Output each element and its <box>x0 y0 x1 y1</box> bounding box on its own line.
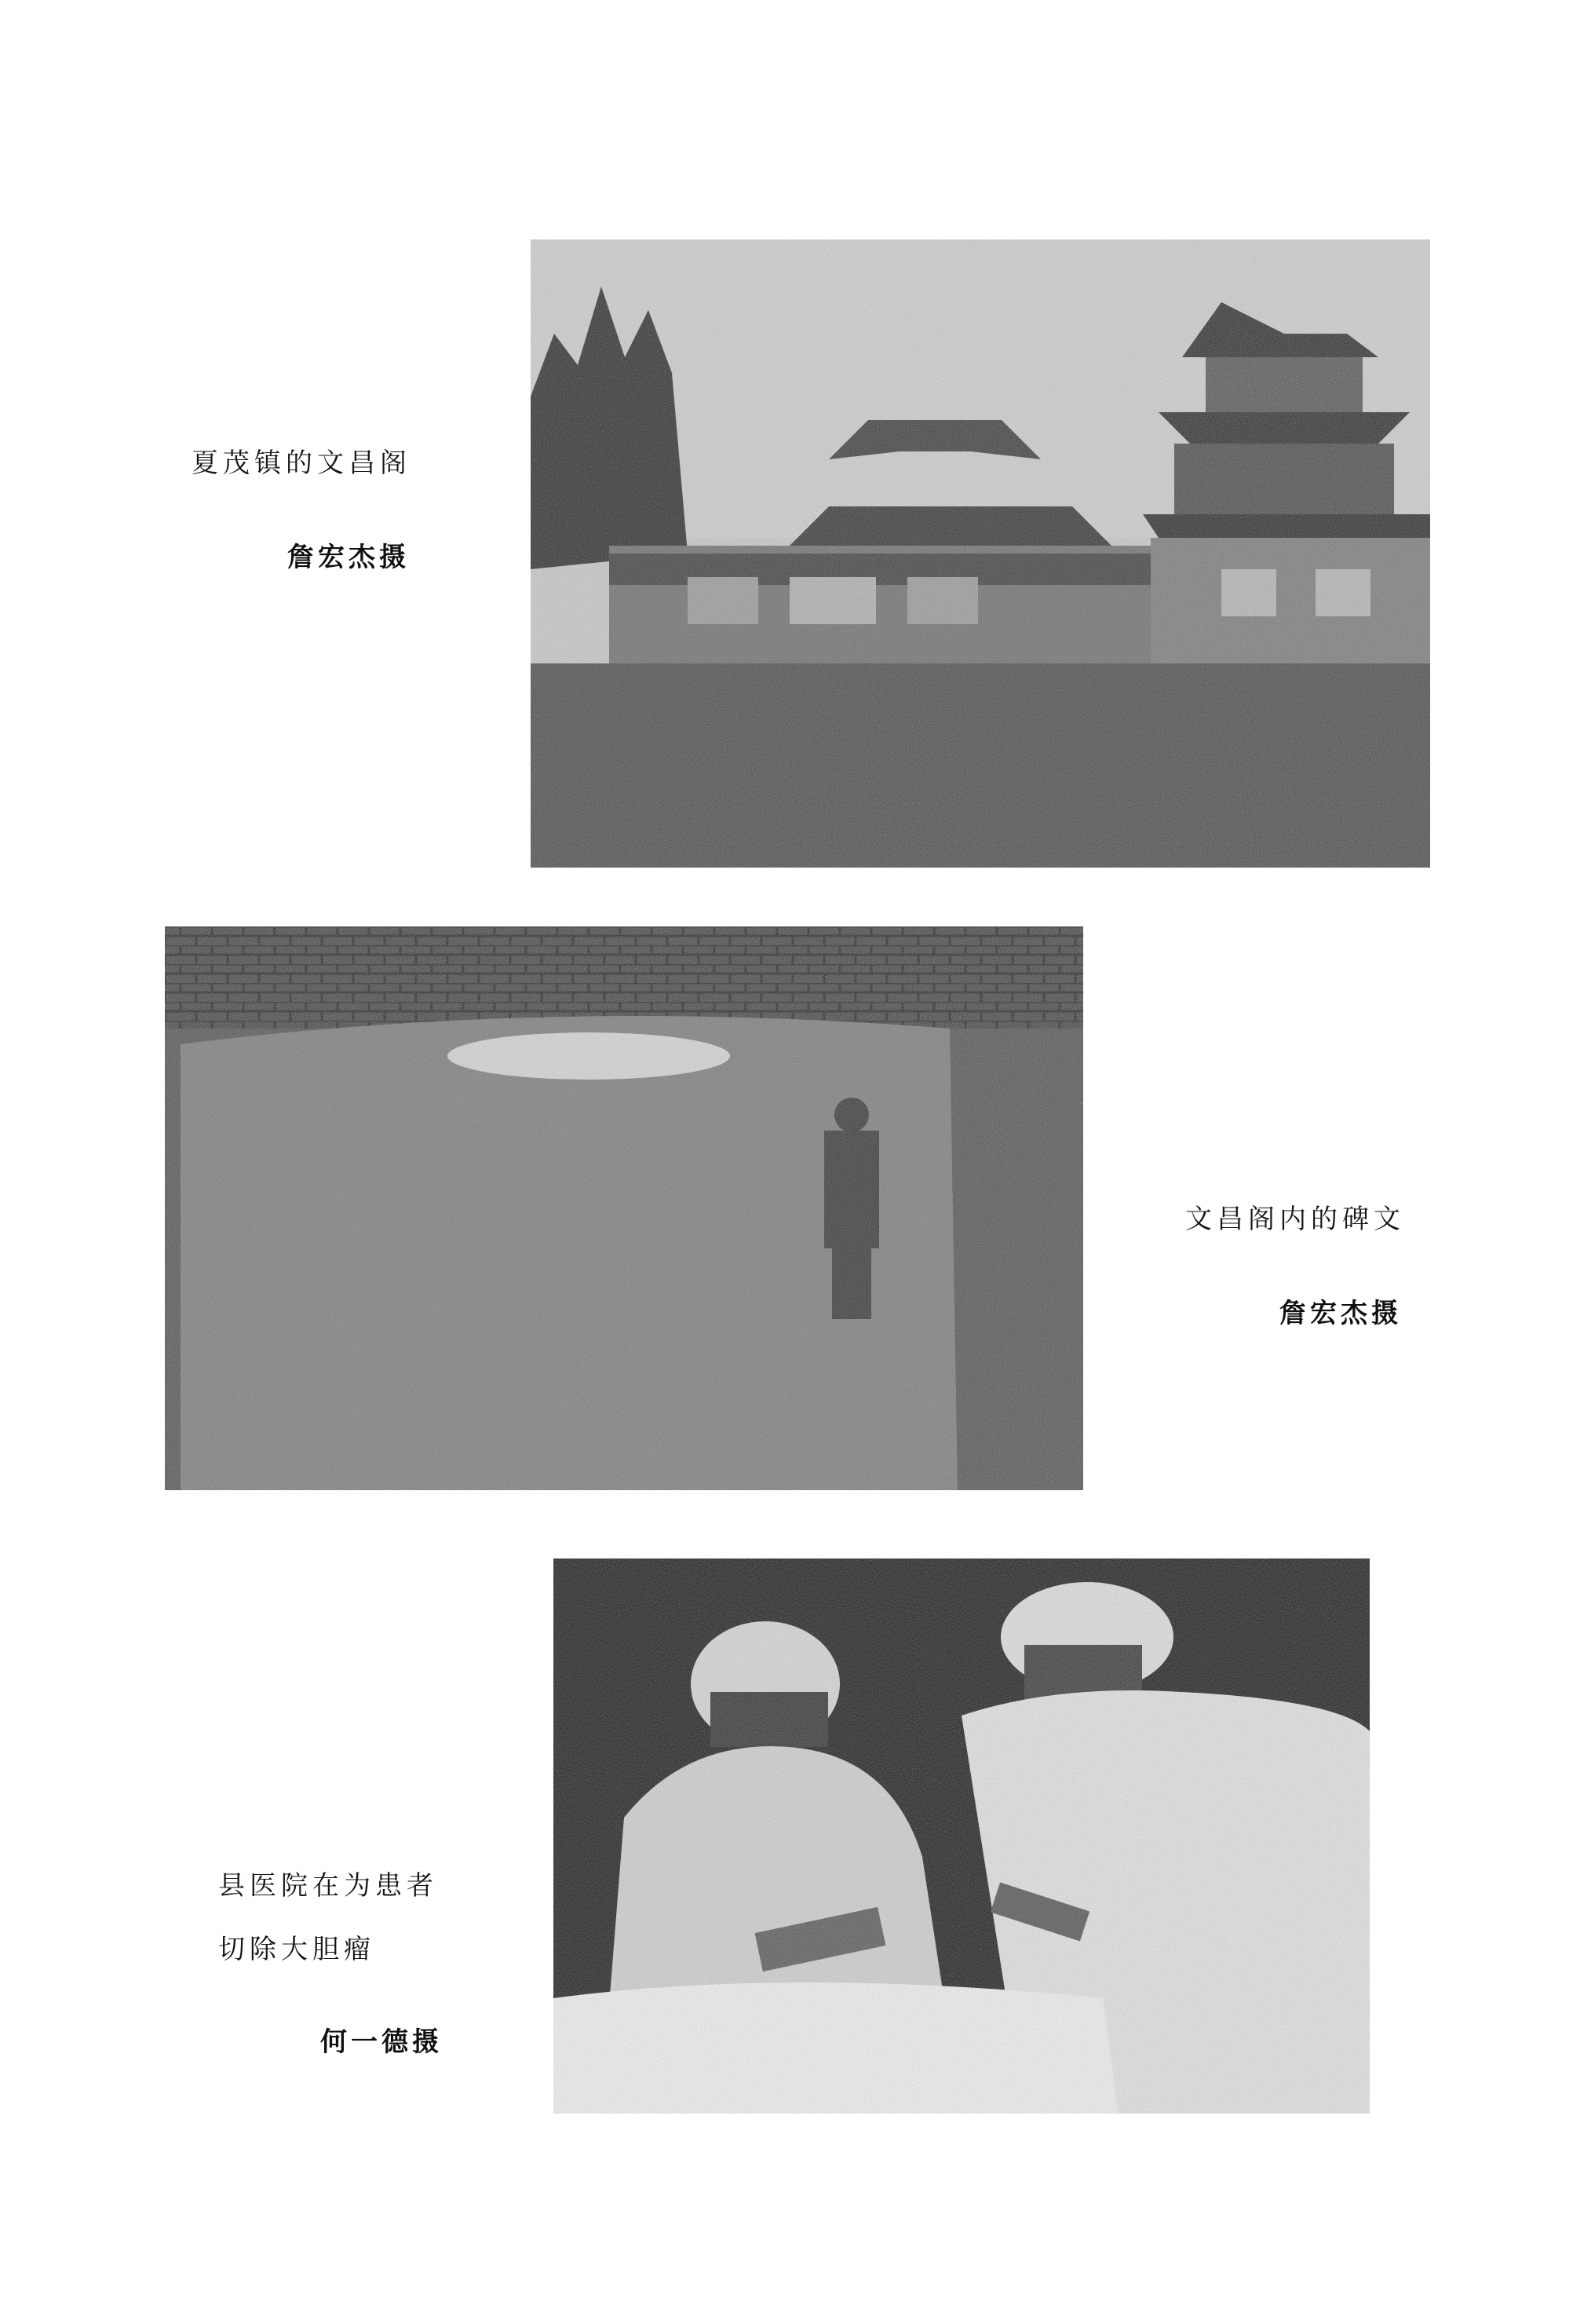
caption-photo-3-line-2: 切除大胆瘤 <box>218 1934 375 1965</box>
credit-photo-2: 詹宏杰摄 <box>1279 1298 1402 1329</box>
photo-hospital-surgery-image <box>553 1558 1370 2114</box>
caption-photo-1: 夏茂镇的文昌阁 <box>192 448 411 479</box>
caption-photo-3-line-1: 县医院在为患者 <box>218 1870 438 1902</box>
photo-hospital-surgery <box>553 1558 1370 2114</box>
credit-photo-1: 詹宏杰摄 <box>287 542 410 573</box>
photo-stele-inscription <box>165 926 1083 1490</box>
caption-photo-2: 文昌阁内的碑文 <box>1185 1204 1405 1235</box>
photo-wenchang-pavilion-image <box>531 239 1430 868</box>
credit-photo-3: 何一德摄 <box>320 2026 443 2058</box>
photo-wenchang-pavilion <box>531 239 1430 868</box>
photo-stele-inscription-image <box>165 926 1083 1490</box>
